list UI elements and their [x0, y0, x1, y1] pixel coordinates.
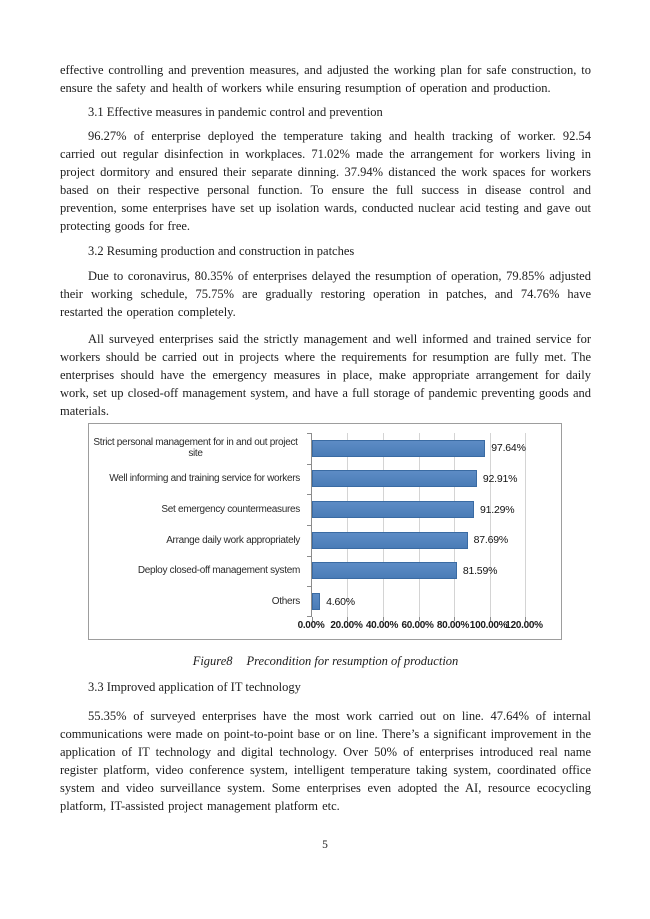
- bar: [312, 562, 457, 579]
- category-label: Others: [271, 595, 300, 607]
- bar-row: [312, 556, 525, 587]
- section-heading-3-2: 3.2 Resuming production and construction in patches: [88, 244, 355, 258]
- category-label: Strict personal management for in and out project site: [93, 436, 298, 460]
- category-label: Well informing and training service for workers: [109, 473, 300, 485]
- bar-row: [312, 433, 525, 464]
- figure-caption-text: Precondition for resumption of production: [246, 654, 459, 668]
- category-label: Deploy closed-off management system: [137, 565, 300, 577]
- paragraph-3-2-b: All surveyed enterprises said the strictly management and well informed and trained service for workers should be carried out in projects where the requirements for resumption are fully met. The enterprises should have the emergency measures in place, make appropriate arrangement for daily work, set up closed-off management system, and have a full storage of pandemic preventing goods and materials.: [60, 332, 591, 418]
- x-tick-label: 40.00%: [365, 620, 399, 631]
- x-tick-label: 80.00%: [436, 620, 470, 631]
- bar-row: [312, 464, 525, 495]
- paragraph-3-2-a: Due to coronavirus, 80.35% of enterprises delayed the resumption of operation, 79.85% adjusted their working schedule, 75.75% are gradually restoring operation in patches, and 74.76% have restarted the operation completely.: [60, 269, 591, 319]
- data-label: 92.91%: [482, 472, 518, 485]
- bar-chart: [88, 423, 562, 640]
- data-label: 87.69%: [473, 534, 509, 547]
- paragraph-3-3: 55.35% of surveyed enterprises have the most work carried out on line. 47.64% of internal communications were made on point-to-point base or on line. There’s a significant improvement in the application of IT technology and digital technology. Over 50% of enterprises introduced real name register platform, video conference system, intelligent temperature taking system, coordinated office system and video surveillance system. Some enterprises even adopted the AI, resource ecocycling platform, IT-assisted project management platform etc.: [60, 709, 591, 813]
- x-tick-label: 20.00%: [330, 620, 363, 631]
- bar: [312, 501, 474, 518]
- category-label: Set emergency countermeasures: [161, 503, 300, 515]
- data-label: 97.64%: [491, 442, 526, 455]
- section-heading-3-3: 3.3 Improved application of IT technology: [88, 680, 301, 694]
- chart-categories: [91, 433, 305, 617]
- bar: [312, 440, 485, 457]
- x-tick-label: 120.00%: [505, 620, 543, 631]
- x-tick-label: 0.00%: [297, 620, 325, 631]
- figure-8-chart: [88, 423, 591, 640]
- x-tick-label: 100.00%: [469, 620, 508, 631]
- bar: [312, 470, 477, 487]
- section-heading-3-1: 3.1 Effective measures in pandemic control and prevention: [88, 105, 383, 119]
- bar: [312, 532, 468, 549]
- data-label: 4.60%: [326, 595, 355, 608]
- bar-row: [312, 525, 525, 556]
- chart-plot: [311, 433, 525, 617]
- x-tick-label: 60.00%: [401, 620, 434, 631]
- page-number: 5: [322, 839, 328, 851]
- gridline: [525, 433, 526, 617]
- data-label: 91.29%: [480, 503, 515, 516]
- bar: [312, 593, 320, 610]
- figure-caption: [60, 653, 591, 669]
- paragraph-3-1: 96.27% of enterprise deployed the temperature taking and health tracking of worker. 92.54 carried out regular disinfection in workplaces. 71.02% made the arrangement for workers living in project dormitory and ensured their separate dinning. 37.94% distanced the work spaces for workers based on their respective personal function. To ensure the full success in disease control and prevention, some enterprises have set up isolation wards, conducted nuclear acid testing and gave out protecting goods for free.: [60, 129, 591, 233]
- paragraph-continuation: effective controlling and prevention measures, and adjusted the working plan for safe construction, to ensure the safety and health of workers while ensuring resumption of operation and production.: [60, 63, 591, 95]
- bar-row: [312, 586, 525, 617]
- category-label: Arrange daily work appropriately: [166, 534, 300, 546]
- bar-row: [312, 494, 525, 525]
- figure-caption-label: Figure8: [192, 654, 233, 668]
- chart-x-axis-labels: [297, 620, 543, 634]
- data-label: 81.59%: [462, 564, 498, 577]
